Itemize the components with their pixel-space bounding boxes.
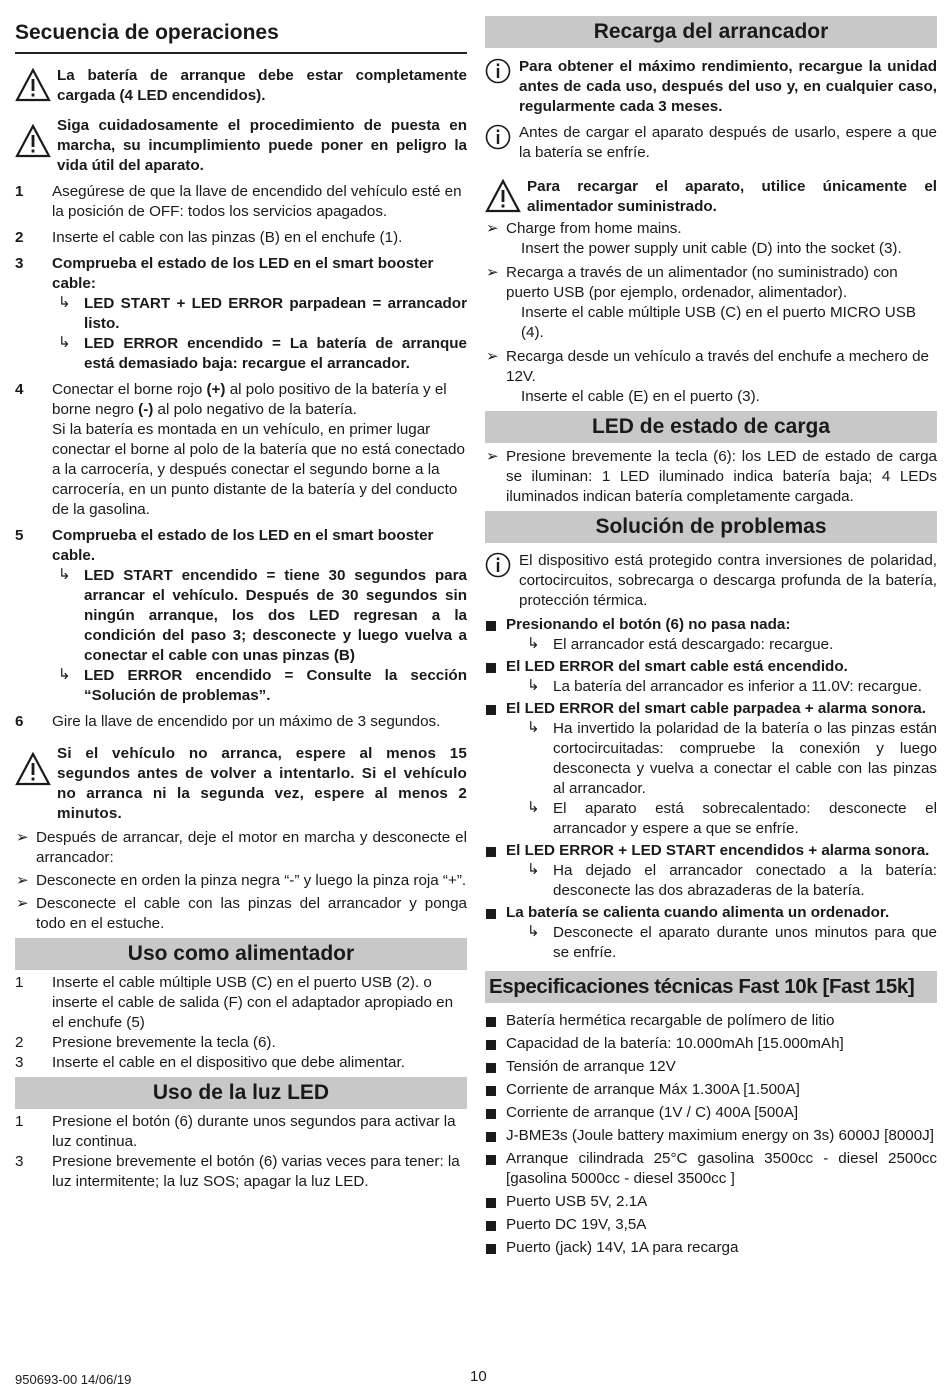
after-item [15, 871, 467, 891]
info-text: El dispositivo está protegido contra inversiones de polaridad, cortocircuitos, sobrecarga o descarga profunda de la batería, protección térmica. [519, 552, 937, 609]
sub-text: LED ERROR encendido = La batería de arranque está demasiado baja: recargue el arrancador. [84, 335, 467, 372]
section-header-usb: Uso como alimentador [15, 938, 467, 970]
spec-item [485, 1057, 937, 1077]
sub-arrow-icon: ↳ [527, 719, 540, 736]
square-bullet-icon [486, 705, 496, 715]
step-number: 3 [15, 255, 24, 272]
sub-arrow-icon: ↳ [527, 635, 540, 652]
plus-symbol: (+) [206, 381, 226, 398]
spec-text: Capacidad de la batería: 10.000mAh [15.000mAh] [506, 1035, 844, 1052]
square-bullet-icon [486, 663, 496, 673]
solution-text: El aparato está sobrecalentado: desconecte el arrancador y espere a que se enfríe. [553, 800, 937, 837]
square-bullet-icon [486, 1155, 496, 1165]
spec-text: Puerto USB 5V, 2.1A [506, 1193, 648, 1210]
step-text: Inserte el cable en el dispositivo que debe alimentar. [52, 1054, 405, 1071]
spec-item [485, 1011, 937, 1031]
step-sub [52, 566, 467, 666]
step-sub [52, 666, 467, 706]
step-sub [52, 294, 467, 334]
recharge-item [485, 347, 937, 407]
step-number: 2 [15, 1034, 24, 1051]
square-bullet-icon [486, 1086, 496, 1096]
spec-text: Puerto DC 19V, 3,5A [506, 1216, 647, 1233]
section-header-specs: Especificaciones técnicas Fast 10k [Fast 15k] [485, 971, 937, 1003]
problem-solution [485, 923, 937, 963]
info-protection [485, 551, 937, 611]
spec-text: Corriente de arranque (1V / C) 400A [500A] [506, 1104, 799, 1121]
step-number: 3 [15, 1054, 24, 1071]
chevron-icon: ➢ [486, 448, 499, 465]
square-bullet-icon [486, 1221, 496, 1231]
step-text: Asegúrese de que la llave de encendido del vehículo esté en la posición de OFF: todos los servicios apagados. [52, 183, 462, 220]
spec-item [485, 1126, 937, 1146]
solution-text: Ha dejado el arrancador conectado a la batería: desconecte las dos abrazaderas de la batería. [553, 862, 937, 899]
recharge-text: Charge from home mains. [506, 220, 682, 237]
spec-item [485, 1192, 937, 1212]
step-text [52, 380, 467, 420]
problem-solution [485, 677, 937, 697]
sub-arrow-icon: ↳ [58, 334, 71, 351]
usb-step [15, 1053, 467, 1073]
recharge-detail: Insert the power supply unit cable (D) into the socket (3). [521, 240, 902, 257]
chevron-icon: ➢ [16, 895, 29, 912]
step-number: 1 [15, 183, 24, 200]
step-number: 1 [15, 974, 24, 991]
step-text: Comprueba el estado de los LED en el smart booster cable. [52, 527, 434, 564]
problem-item [485, 841, 937, 901]
section-header-recharge: Recarga del arrancador [485, 16, 937, 48]
warning-triangle-icon [15, 752, 51, 786]
problem-item [485, 615, 937, 655]
spec-item [485, 1103, 937, 1123]
warning-text: Para recargar el aparato, utilice únicamente el alimentador suministrado. [527, 178, 937, 215]
chevron-icon: ➢ [486, 220, 499, 237]
spec-text: Arranque cilindrada 25°C gasolina 3500cc - diesel 2500cc [gasolina 5000cc - diesel 3500cc ] [506, 1150, 937, 1187]
after-text: Después de arrancar, deje el motor en marcha y desconecte el arrancador: [36, 829, 467, 866]
after-item [15, 828, 467, 868]
sub-text: LED START + LED ERROR parpadean = arrancador listo. [84, 295, 467, 332]
sub-text: LED ERROR encendido = Consulte la sección “Solución de problemas”. [84, 667, 467, 704]
step-1 [15, 182, 467, 222]
spec-text: J-BME3s (Joule battery maximium energy on 3s) 6000J [8000J] [506, 1127, 934, 1144]
recharge-detail: Inserte el cable múltiple USB (C) en el puerto MICRO USB (4). [521, 304, 917, 341]
info-max-performance [485, 57, 937, 117]
spec-item [485, 1215, 937, 1235]
warning-text: La batería de arranque debe estar completamente cargada (4 LED encendidos). [57, 67, 467, 104]
step-text: Gire la llave de encendido por un máximo de 3 segundos. [52, 713, 441, 730]
solution-text: Desconecte el aparato durante unos minutos para que se enfríe. [553, 924, 937, 961]
sub-arrow-icon: ↳ [527, 923, 540, 940]
minus-symbol: (-) [138, 401, 154, 418]
square-bullet-icon [486, 1109, 496, 1119]
step-text: Comprueba el estado de los LED en el smart booster cable: [52, 255, 434, 292]
recharge-text: Recarga desde un vehículo a través del enchufe a mechero de 12V. [506, 348, 929, 385]
chevron-icon: ➢ [486, 264, 499, 281]
spec-text: Tensión de arranque 12V [506, 1058, 676, 1075]
warning-battery-charged [15, 66, 467, 106]
specs-list [485, 1011, 937, 1258]
problem-title: La batería se calienta cuando alimenta un ordenador. [506, 904, 890, 921]
step-text: Presione brevemente la tecla (6). [52, 1034, 276, 1051]
sub-text: LED START encendido = tiene 30 segundos para arrancar el vehículo. Después de 30 segundos sin ningún arranque, los dos LED regresan a la condición del paso 3; desconecte y luego vuelva a conectar el cable con unas pinzas (B) [84, 567, 467, 664]
problem-title: El LED ERROR del smart cable está encendido. [506, 658, 848, 675]
led-step [15, 1152, 467, 1192]
square-bullet-icon [486, 1017, 496, 1027]
step-number: 4 [15, 381, 24, 398]
info-cool-down [485, 123, 937, 163]
solution-text: Ha invertido la polaridad de la batería o las pinzas están cortocircuitadas: compruebe la conexión y luego desconecta y vuelva a conectar el cable con las pinzas al arrancador. [553, 720, 937, 797]
square-bullet-icon [486, 621, 496, 631]
square-bullet-icon [486, 1063, 496, 1073]
info-text: Para obtener el máximo rendimiento, recargue la unidad antes de cada uso, después del uso y, en cualquier caso, regularmente cada 3 meses. [519, 58, 937, 115]
right-column [485, 16, 937, 1261]
chevron-icon: ➢ [486, 348, 499, 365]
sub-arrow-icon: ↳ [527, 861, 540, 878]
step-text: Presione el botón (6) durante unos segundos para activar la luz continua. [52, 1113, 456, 1150]
recharge-text: Recarga a través de un alimentador (no suministrado) con puerto USB (por ejemplo, ordenador, alimentador). [506, 264, 898, 301]
step-5 [15, 526, 467, 706]
status-item [485, 447, 937, 507]
problem-solution [485, 719, 937, 799]
solution-text: El arrancador está descargado: recargue. [553, 636, 834, 653]
problem-title: El LED ERROR del smart cable parpadea + alarma sonora. [506, 700, 926, 717]
text-part: al polo positivo de la batería y el borne negro [52, 381, 447, 418]
step-number: 3 [15, 1153, 24, 1170]
sub-arrow-icon: ↳ [58, 666, 71, 683]
status-text: Presione brevemente la tecla (6): los LED de estado de carga se iluminan: 1 LED iluminado indica batería baja; 4 LEDs iluminados indican batería completamente cargada. [506, 448, 937, 505]
step-text: Inserte el cable múltiple USB (C) en el puerto USB (2). o inserte el cable de salida (F) con el adaptador apropiado en el enchufe (5) [52, 974, 454, 1031]
sub-arrow-icon: ↳ [58, 294, 71, 311]
spec-text: Puerto (jack) 14V, 1A para recarga [506, 1239, 739, 1256]
problem-solution [485, 799, 937, 839]
warning-text: Siga cuidadosamente el procedimiento de puesta en marcha, su incumplimiento puede poner en peligro la vida útil del aparato. [57, 117, 467, 174]
step-sub [52, 334, 467, 374]
problem-solution [485, 635, 937, 655]
page-number: 10 [470, 1368, 487, 1385]
step-text: Presione brevemente el botón (6) varias veces para tener: la luz intermitente; la luz SOS; apagar la luz LED. [52, 1153, 460, 1190]
after-text: Desconecte en orden la pinza negra “-” y luego la pinza roja “+”. [36, 872, 467, 889]
step-4 [15, 380, 467, 520]
recharge-item [485, 263, 937, 343]
info-circle-icon [485, 552, 511, 578]
section-header-led-light: Uso de la luz LED [15, 1077, 467, 1109]
problem-title: El LED ERROR + LED START encendidos + alarma sonora. [506, 842, 930, 859]
left-column [15, 16, 467, 1192]
after-text: Desconecte el cable con las pinzas del arrancador y ponga todo en el estuche. [36, 895, 467, 932]
document-code: 950693-00 14/06/19 [15, 1372, 132, 1387]
sub-arrow-icon: ↳ [58, 566, 71, 583]
warning-no-start [15, 744, 467, 824]
text-part: Conectar el borne rojo [52, 381, 207, 398]
square-bullet-icon [486, 1040, 496, 1050]
spec-text: Batería hermética recargable de polímero de litio [506, 1012, 835, 1029]
step-number: 6 [15, 713, 24, 730]
square-bullet-icon [486, 909, 496, 919]
recharge-item [485, 219, 937, 259]
chevron-icon: ➢ [16, 829, 29, 846]
info-circle-icon [485, 58, 511, 84]
problem-item [485, 657, 937, 697]
section-header-troubleshooting: Solución de problemas [485, 511, 937, 543]
section-header-charge-status: LED de estado de carga [485, 411, 937, 443]
after-item [15, 894, 467, 934]
step-text-extra: Si la batería es montada en un vehículo, en primer lugar conectar el borne al polo de la batería que no está conectado a la carrocería, y después conectar el segundo borne a la carrocería, en un punto distante de la batería y del conducto de la gasolina. [52, 421, 465, 518]
info-text: Antes de cargar el aparato después de usarlo, espere a que la batería se enfríe. [519, 124, 937, 161]
spec-item [485, 1238, 937, 1258]
info-circle-icon [485, 124, 511, 150]
step-number: 5 [15, 527, 24, 544]
recharge-detail: Inserte el cable (E) en el puerto (3). [521, 388, 760, 405]
sub-arrow-icon: ↳ [527, 799, 540, 816]
spec-item [485, 1080, 937, 1100]
warning-triangle-icon [15, 124, 51, 158]
spec-text: Corriente de arranque Máx 1.300A [1.500A] [506, 1081, 800, 1098]
warning-procedure [15, 116, 467, 176]
section-title-sequence: Secuencia de operaciones [15, 20, 467, 54]
square-bullet-icon [486, 1244, 496, 1254]
step-number: 1 [15, 1113, 24, 1130]
led-step [15, 1112, 467, 1152]
problem-title: Presionando el botón (6) no pasa nada: [506, 616, 791, 633]
text-part: al polo negativo de la batería. [153, 401, 357, 418]
usb-step [15, 1033, 467, 1053]
step-6 [15, 712, 467, 732]
problem-solution [485, 861, 937, 901]
spec-item [485, 1149, 937, 1189]
square-bullet-icon [486, 1132, 496, 1142]
spec-item [485, 1034, 937, 1054]
warning-text: Si el vehículo no arranca, espere al menos 15 segundos antes de volver a intentarlo. Si el vehículo no arranca ni la segunda vez, espere al menos 2 minutos. [57, 745, 467, 822]
sub-arrow-icon: ↳ [527, 677, 540, 694]
step-3 [15, 254, 467, 374]
square-bullet-icon [486, 847, 496, 857]
chevron-icon: ➢ [16, 872, 29, 889]
step-number: 2 [15, 229, 24, 246]
warning-triangle-icon [15, 68, 51, 102]
square-bullet-icon [486, 1198, 496, 1208]
problem-item [485, 903, 937, 963]
warning-supplied-charger [485, 177, 937, 217]
problem-item [485, 699, 937, 839]
step-text: Inserte el cable con las pinzas (B) en el enchufe (1). [52, 229, 403, 246]
step-2 [15, 228, 467, 248]
solution-text: La batería del arrancador es inferior a 11.0V: recargue. [553, 678, 922, 695]
usb-step [15, 973, 467, 1033]
warning-triangle-icon [485, 179, 521, 213]
